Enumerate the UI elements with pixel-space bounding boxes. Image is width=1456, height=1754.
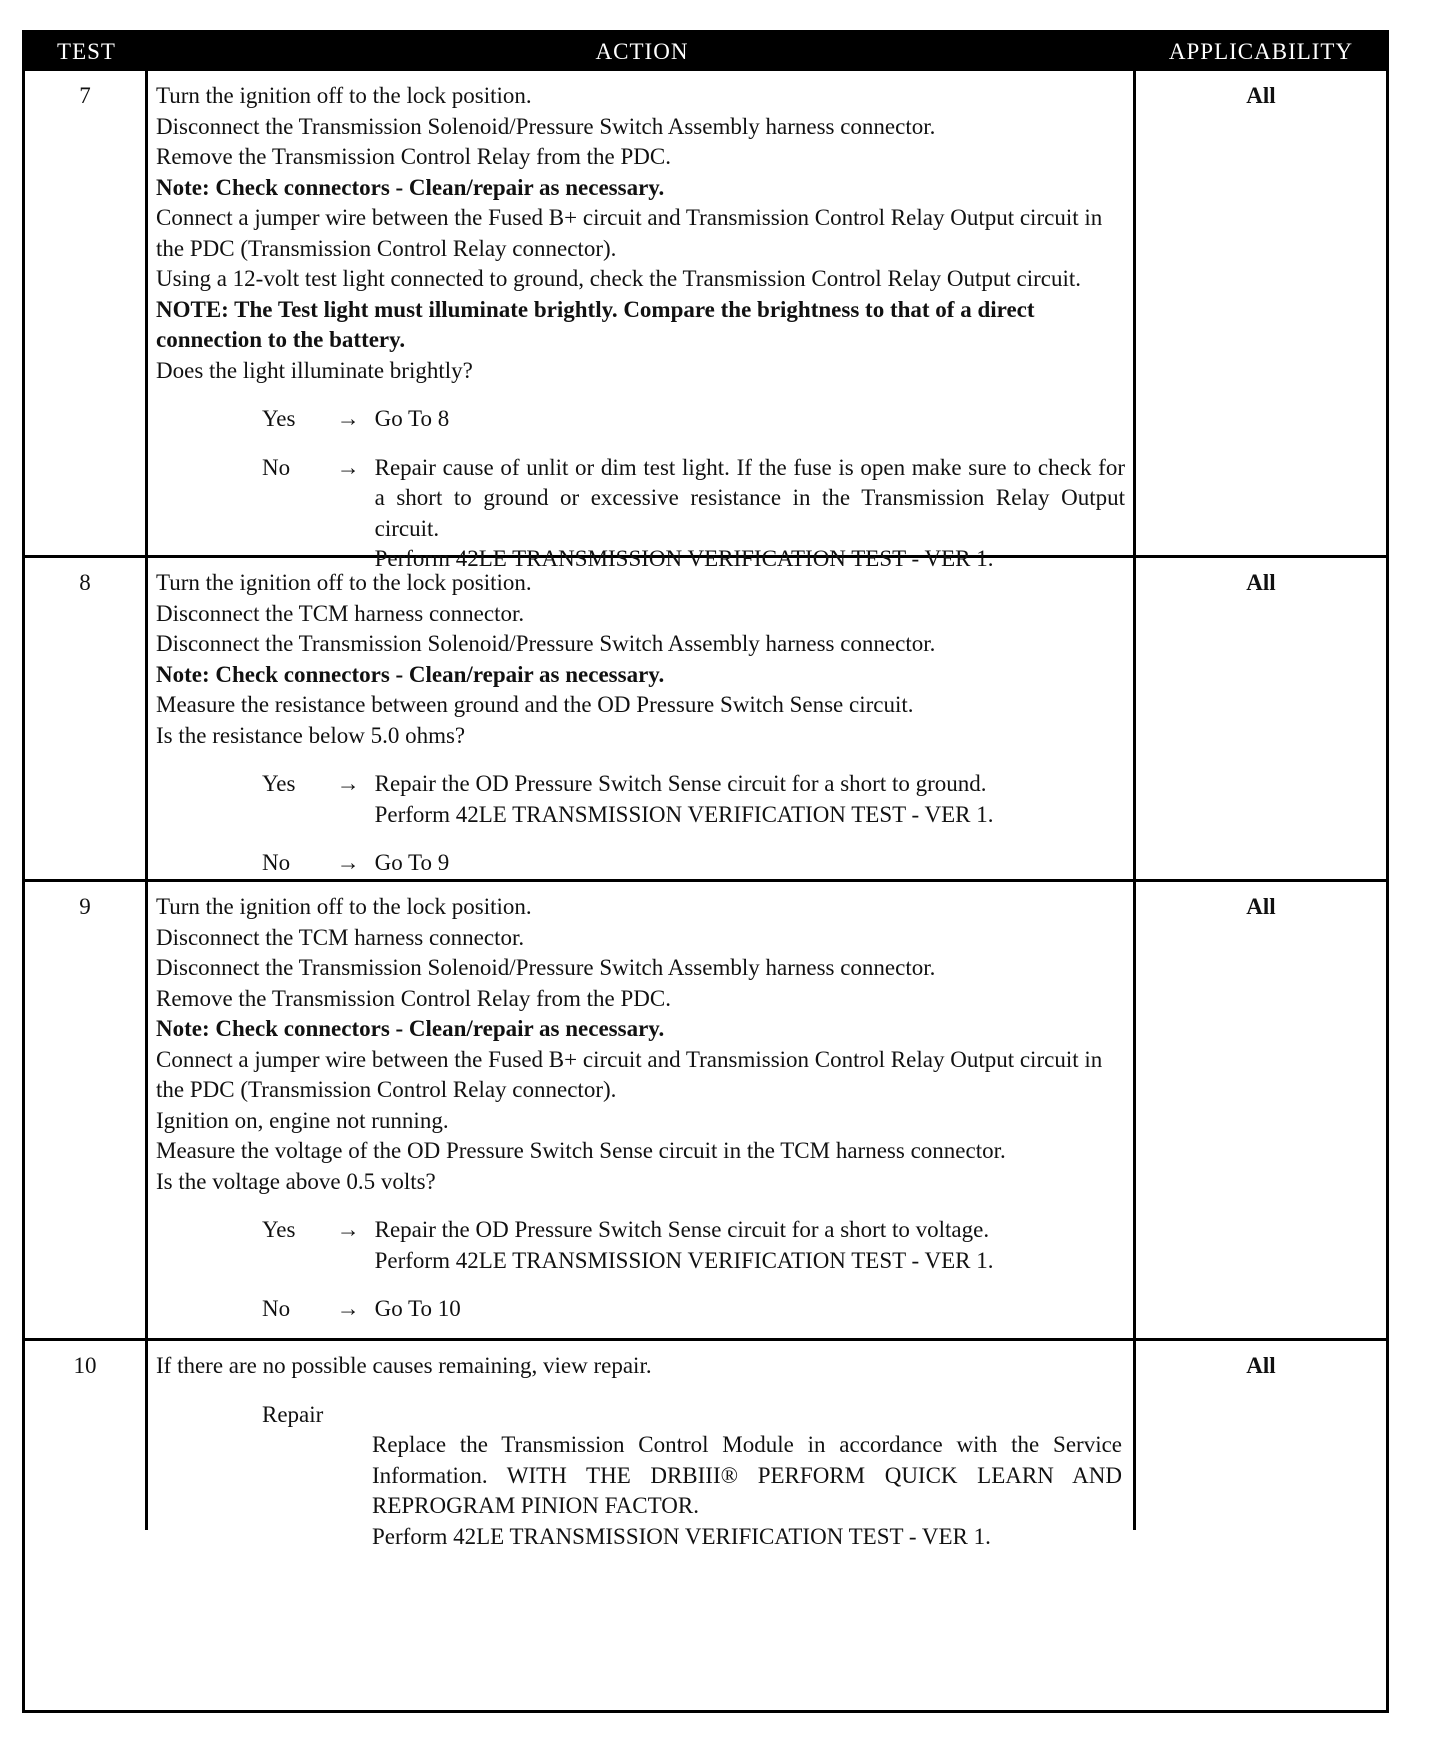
action-cell [148,1341,1136,1549]
action-line: Turn the ignition off to the lock position. [156,83,532,108]
arrow-icon: → [336,454,360,480]
action-line: If there are no possible causes remaining, view repair. [156,1353,652,1378]
action-line: Disconnect the TCM harness connector. [156,924,525,950]
action-line: Using a 12-volt test light connected to ground, check the Transmission Control Relay Output circuit. [156,266,1081,291]
action-line: Ignition on, engine not running. [156,1107,449,1133]
action-line: Connect a jumper wire between the Fused B+ circuit and Transmission Control Relay Output circuit in the PDC (Transmission Control Relay connector). [156,1046,1103,1102]
table-row [25,1338,1386,1549]
applicability: All [1246,570,1276,595]
test-number: 8 [25,558,148,879]
action-line: Disconnect the TCM harness connector. [156,600,525,626]
response-label: No [262,1296,291,1321]
response-yes [262,769,1125,830]
action-line: Turn the ignition off to the lock position. [156,894,532,919]
note-line: Note: Check connectors - Clean/repair as necessary. [156,174,665,200]
table-row [25,71,1386,571]
arrow-icon: → [336,406,360,431]
response-text [375,769,1125,830]
response-line: Perform 42LE TRANSMISSION VERIFICATION TEST - VER 1. [374,801,994,827]
applicability: All [1246,1353,1276,1378]
header-test: TEST [57,39,116,64]
response-no [262,453,1125,575]
header-applicability: APPLICABILITY [1168,39,1354,64]
action-cell [148,558,1136,879]
response-text [375,848,1125,879]
arrow-icon: → [336,771,360,796]
header-action: ACTION [595,39,689,64]
test-number: 7 [25,71,148,555]
action-line: Remove the Transmission Control Relay from the PDC. [156,144,671,169]
action-cell [148,882,1136,1338]
response-label: No [262,850,291,875]
action-line: Is the resistance below 5.0 ohms? [156,722,466,748]
table-row [25,879,1386,1338]
note-line: Note: Check connectors - Clean/repair as necessary. [156,1016,665,1041]
response-text [375,1294,1125,1325]
arrow-icon: → [336,1217,360,1242]
test-number: 10 [25,1341,148,1530]
arrow-icon: → [336,1296,360,1321]
diagnostic-table [22,30,1389,1713]
action-line: Turn the ignition off to the lock position. [156,570,532,595]
response-text [375,404,1125,435]
note-line: Note: Check connectors - Clean/repair as necessary. [156,661,665,687]
response-line: Go To 10 [374,1296,461,1321]
response-line: Go To 9 [374,850,450,875]
table-row [25,555,1386,879]
response-no [262,1294,1125,1325]
action-line: Measure the voltage of the OD Pressure Switch Sense circuit in the TCM harness connector. [156,1138,1006,1163]
response-no [262,848,1125,879]
response-label: No [262,454,291,480]
response-line: Repair the OD Pressure Switch Sense circuit for a short to ground. [374,771,987,796]
response-line: Perform 42LE TRANSMISSION VERIFICATION TEST - VER 1. [374,1247,994,1273]
table-header [25,33,1386,71]
repair-label: Repair [262,1401,324,1427]
response-line: Perform 42LE TRANSMISSION VERIFICATION TEST - VER 1. [374,546,994,571]
response-yes [262,1215,1125,1276]
response-line: Repair the OD Pressure Switch Sense circuit for a short to voltage. [374,1217,990,1242]
action-line: Remove the Transmission Control Relay from the PDC. [156,985,671,1011]
action-line: Disconnect the Transmission Solenoid/Pressure Switch Assembly harness connector. [156,113,936,139]
response-label: Yes [262,1217,296,1242]
action-line: Does the light illuminate brightly? [156,357,473,383]
action-cell [148,71,1136,571]
test-number: 9 [25,882,148,1338]
response-line: Repair cause of unlit or dim test light. If the fuse is open make sure to check for a short to ground or excessive resistance in the Transmission Relay Output circuit. [374,454,1125,541]
repair-line: Perform 42LE TRANSMISSION VERIFICATION TEST - VER 1. [372,1523,991,1549]
applicability: All [1246,894,1276,919]
applicability: All [1246,83,1276,108]
note-line: NOTE: The Test light must illuminate brightly. Compare the brightness to that of a direct connection to the battery. [156,296,1035,352]
action-line: Measure the resistance between ground and the OD Pressure Switch Sense circuit. [156,692,914,717]
table-body [25,71,1386,1549]
action-line: Disconnect the Transmission Solenoid/Pressure Switch Assembly harness connector. [156,955,936,980]
action-line: Connect a jumper wire between the Fused B+ circuit and Transmission Control Relay Output circuit in the PDC (Transmission Control Relay connector). [156,205,1103,261]
arrow-icon: → [336,850,360,875]
response-text [375,1215,1125,1276]
response-label: Yes [262,406,296,431]
response-yes [262,404,1125,435]
response-text [375,453,1125,575]
response-label: Yes [262,771,296,796]
repair-text [372,1430,1122,1552]
response-line: Go To 8 [374,406,450,431]
repair-line: Replace the Transmission Control Module in accordance with the Service Information. WITH THE DRBIII® PERFORM QUICK LEARN AND REPROGRAM PINION FACTOR. [372,1432,1122,1518]
action-line: Is the voltage above 0.5 volts? [156,1168,436,1194]
action-line: Disconnect the Transmission Solenoid/Pressure Switch Assembly harness connector. [156,631,936,656]
